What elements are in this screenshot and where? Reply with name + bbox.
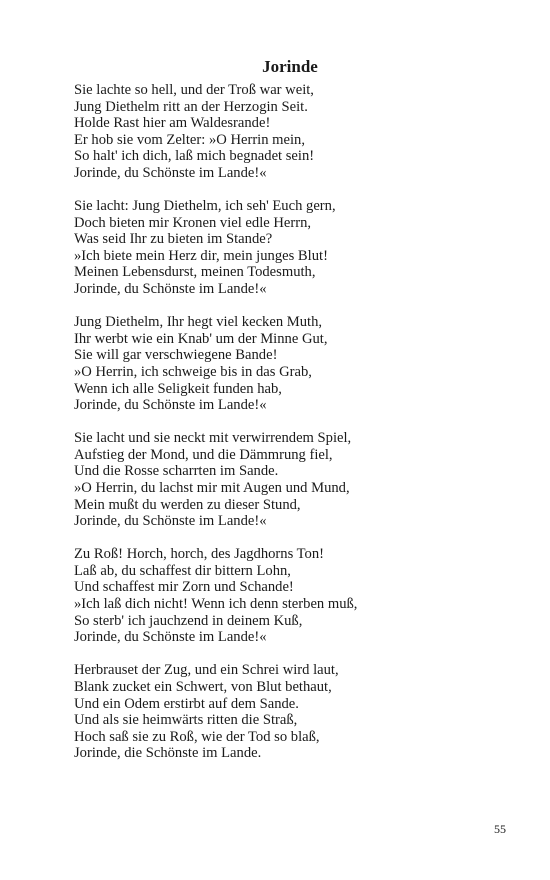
poem-line: Jorinde, du Schönste im Lande!« <box>74 513 267 530</box>
poem-line: Blank zucket ein Schwert, von Blut bethaut, <box>74 678 332 695</box>
stanza-1 <box>74 82 514 182</box>
stanza-3 <box>74 314 514 414</box>
page-number: 55 <box>494 822 506 836</box>
poem-line: »O Herrin, du lachst mir mit Augen und Mund, <box>74 479 350 496</box>
poem-line: So sterb' ich jauchzend in deinem Kuß, <box>74 612 303 629</box>
poem-line: Holde Rast hier am Waldesrande! <box>74 115 271 132</box>
poem-line: Sie lacht: Jung Diethelm, ich seh' Euch gern, <box>74 198 336 215</box>
poem-line: Und ein Odem erstirbt auf dem Sande. <box>74 695 299 712</box>
poem-line: Sie will gar verschwiegene Bande! <box>74 347 278 364</box>
poem-line: Jorinde, du Schönste im Lande!« <box>74 281 267 298</box>
stanza-4 <box>74 430 514 530</box>
poem-line: Jorinde, du Schönste im Lande!« <box>74 397 267 414</box>
poem-line: »Ich laß dich nicht! Wenn ich denn sterben muß, <box>74 596 358 613</box>
poem-line: Was seid Ihr zu bieten im Stande? <box>74 231 273 248</box>
stanza-2 <box>74 198 514 298</box>
poem-body <box>74 82 514 778</box>
poem-line: »O Herrin, ich schweige bis in das Grab, <box>74 363 312 380</box>
poem-line: Zu Roß! Horch, horch, des Jagdhorns Ton! <box>74 546 325 563</box>
poem-line: Laß ab, du schaffest dir bittern Lohn, <box>74 562 291 579</box>
poem-line: Er hob sie vom Zelter: »O Herrin mein, <box>74 131 306 148</box>
poem-line: Jung Diethelm ritt an der Herzogin Seit. <box>74 98 308 115</box>
stanza-5 <box>74 546 514 646</box>
poem-line: Und schaffest mir Zorn und Schande! <box>74 579 294 596</box>
poem-line: Doch bieten mir Kronen viel edle Herrn, <box>74 214 312 231</box>
poem-line: Sie lachte so hell, und der Troß war weit, <box>74 82 314 98</box>
poem-line: Jung Diethelm, Ihr hegt viel kecken Muth, <box>74 314 323 331</box>
poem-line: Meinen Lebensdurst, meinen Todesmuth, <box>74 264 316 281</box>
poem-line: Sie lacht und sie neckt mit verwirrendem Spiel, <box>74 430 352 447</box>
poem-title: Jorinde <box>262 57 318 76</box>
poem-line: Und die Rosse scharrten im Sande. <box>74 463 279 480</box>
poem-line: Hoch saß sie zu Roß, wie der Tod so blaß, <box>74 728 320 745</box>
poem-line: Ihr werbt wie ein Knab' um der Minne Gut, <box>74 330 328 347</box>
poem-line: Jorinde, die Schönste im Lande. <box>74 745 262 762</box>
poem-line: Aufstieg der Mond, und die Dämmrung fiel, <box>74 446 333 463</box>
poem-line: Wenn ich alle Seligkeit funden hab, <box>74 380 282 397</box>
poem-line: Jorinde, du Schönste im Lande!« <box>74 629 267 646</box>
stanza-6 <box>74 662 514 762</box>
poem-line: Herbrauset der Zug, und ein Schrei wird laut, <box>74 662 339 679</box>
poem-line: »Ich biete mein Herz dir, mein junges Blut! <box>74 247 328 264</box>
poem-line: Und als sie heimwärts ritten die Straß, <box>74 712 298 729</box>
poem-line: So halt' ich dich, laß mich begnadet sein! <box>74 148 315 165</box>
poem-line: Mein mußt du werden zu dieser Stund, <box>74 496 301 513</box>
poem-line: Jorinde, du Schönste im Lande!« <box>74 164 267 181</box>
